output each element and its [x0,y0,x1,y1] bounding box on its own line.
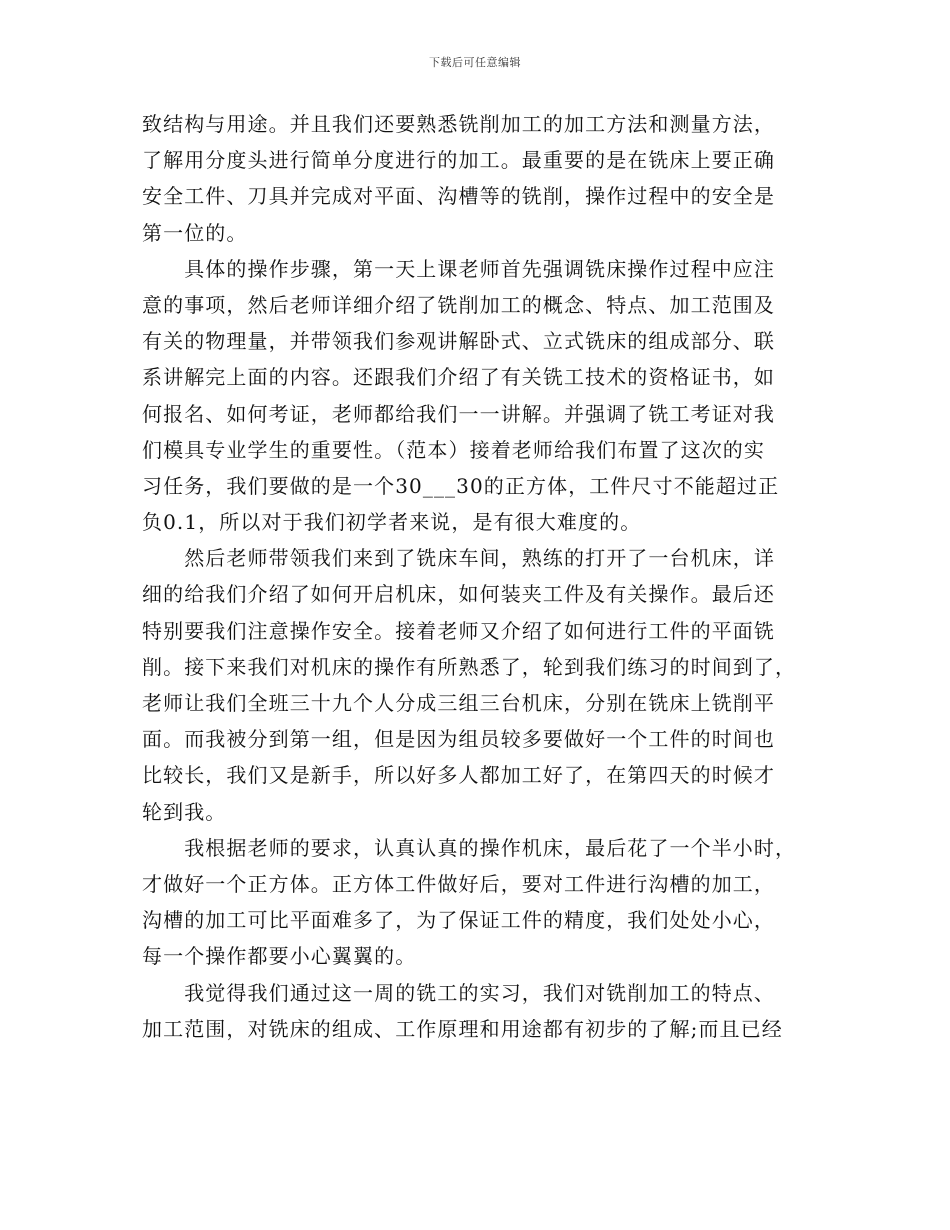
page-header: 下载后可任意编辑 [429,56,521,69]
text-line: 才做好一个正方体。正方体工件做好后，要对工件进行沟槽的加工， [142,871,775,896]
text-line: 每一个操作都要小心翼翼的。 [142,944,417,969]
text-line: 比较长，我们又是新手，所以好多人都加工好了，在第四天的时候才 [142,763,775,788]
text-line: 我觉得我们通过这一周的铣工的实习，我们对铣削加工的特点、 [142,980,775,1005]
text-line: 沟槽的加工可比平面难多了，为了保证工件的精度，我们处处小心， [142,908,775,933]
text-line: 致结构与用途。并且我们还要熟悉铣削加工的加工方法和测量方法， [142,112,775,136]
text-line: 系讲解完上面的内容。还跟我们介绍了有关铣工技术的资格证书，如 [142,365,775,390]
text-line: 老师让我们全班三十九个人分成三组三台机床，分别在铣床上铣削平 [142,691,775,715]
text-line: 何报名、如何考证，老师都给我们一一讲解。并强调了铣工考证对我 [142,401,775,426]
text-line: 加工范围，对铣床的组成、工作原理和用途都有初步的了解;而且已经 [142,1016,783,1041]
text-line: 第一位的。 [142,220,248,245]
text-line: 轮到我。 [142,799,227,824]
text-line: 削。接下来我们对机床的操作有所熟悉了，轮到我们练习的时间到了， [142,654,797,679]
text-line: 我根据老师的要求，认真认真的操作机床，最后花了一个半小时， [142,835,797,860]
text-line: 有关的物理量，并带领我们参观讲解卧式、立式铣床的组成部分、联 [142,329,775,354]
text-line: 了解用分度头进行简单分度进行的加工。最重要的是在铣床上要正确 [142,148,775,173]
text-line: 负0.1，所以对于我们初学者来说，是有很大难度的。 [142,510,642,535]
text-line: 特别要我们注意操作安全。接着老师又介绍了如何进行工件的平面铣 [142,618,775,643]
text-line: 意的事项，然后老师详细介绍了铣削加工的概念、特点、加工范围及 [142,292,775,317]
text-line: 具体的操作步骤，第一天上课老师首先强调铣床操作过程中应注 [142,256,775,281]
text-line: 习任务，我们要做的是一个30___30的正方体，工件尺寸不能超过正 [142,473,780,498]
text-line: 面。而我被分到第一组，但是因为组员较多要做好一个工件的时间也 [142,727,775,752]
text-line: 们模具专业学生的重要性。（范本）接着老师给我们布置了这次的实 [142,437,765,462]
text-line: 细的给我们介绍了如何开启机床，如何装夹工件及有关操作。最后还 [142,582,775,607]
text-line: 然后老师带领我们来到了铣床车间，熟练的打开了一台机床，详 [142,546,775,571]
text-line: 安全工件、刀具并完成对平面、沟槽等的铣削，操作过程中的安全是 [142,184,775,209]
document-body [142,106,817,1047]
